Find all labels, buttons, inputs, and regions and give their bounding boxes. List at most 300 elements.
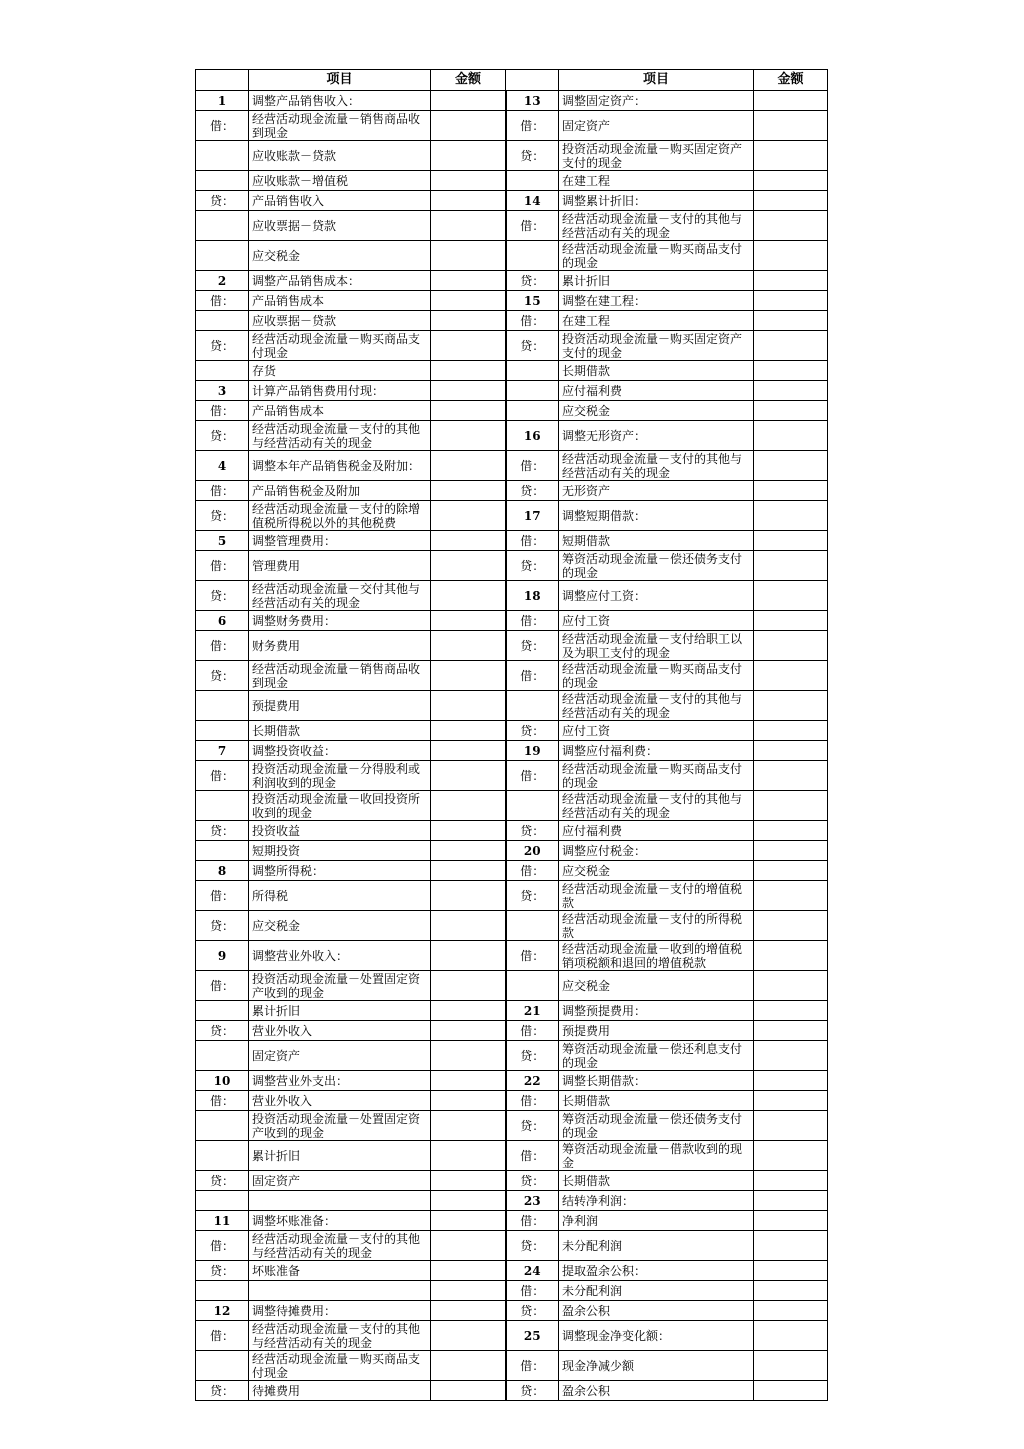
empty-cell	[506, 691, 559, 721]
entry-number: 4	[196, 451, 249, 481]
item-cell: 累计折旧	[249, 1001, 431, 1021]
item-cell: 无形资产	[559, 481, 754, 501]
item-cell: 调整本年产品销售税金及附加：	[249, 451, 431, 481]
amount-cell	[754, 1071, 828, 1091]
amount-cell	[431, 501, 506, 531]
amount-cell	[431, 661, 506, 691]
amount-cell	[431, 91, 506, 111]
item-cell: 提取盈余公积：	[559, 1261, 754, 1281]
item-cell: 累计折旧	[249, 1141, 431, 1171]
debit-credit-mark: 贷：	[506, 1111, 559, 1141]
item-cell: 经营活动现金流量－销售商品收到现金	[249, 661, 431, 691]
amount-cell	[431, 741, 506, 761]
amount-cell	[754, 551, 828, 581]
debit-credit-mark: 贷：	[196, 581, 249, 611]
debit-credit-mark: 借：	[506, 1021, 559, 1041]
amount-cell	[754, 841, 828, 861]
item-cell: 营业外收入	[249, 1021, 431, 1041]
item-cell: 盈余公积	[559, 1301, 754, 1321]
amount-cell	[754, 1301, 828, 1321]
item-cell: 计算产品销售费用付现：	[249, 381, 431, 401]
amount-cell	[754, 881, 828, 911]
amount-cell	[431, 631, 506, 661]
table-row	[196, 141, 828, 171]
debit-credit-mark: 贷：	[196, 661, 249, 691]
item-cell: 管理费用	[249, 551, 431, 581]
table-row	[196, 311, 828, 331]
item-cell: 应交税金	[249, 241, 431, 271]
amount-cell	[431, 291, 506, 311]
amount-cell	[431, 1381, 506, 1401]
item-cell: 经营活动现金流量－收到的增值税销项税额和退回的增值税款	[559, 941, 754, 971]
item-cell: 调整累计折旧：	[559, 191, 754, 211]
item-cell: 存货	[249, 361, 431, 381]
entry-number: 5	[196, 531, 249, 551]
item-cell: 营业外收入	[249, 1091, 431, 1111]
empty-cell	[506, 171, 559, 191]
empty-cell	[196, 311, 249, 331]
empty-cell	[196, 721, 249, 741]
item-cell: 应付工资	[559, 611, 754, 631]
empty-cell	[196, 1111, 249, 1141]
item-cell: 调整投资收益：	[249, 741, 431, 761]
amount-cell	[431, 1231, 506, 1261]
entry-number: 14	[506, 191, 559, 211]
debit-credit-mark: 借：	[506, 861, 559, 881]
amount-cell	[431, 381, 506, 401]
amount-cell	[754, 291, 828, 311]
amount-cell	[431, 1171, 506, 1191]
item-cell: 投资活动现金流量－收回投资所收到的现金	[249, 791, 431, 821]
amount-cell	[431, 911, 506, 941]
entry-number: 18	[506, 581, 559, 611]
debit-credit-mark: 贷：	[196, 1261, 249, 1281]
item-cell: 应交税金	[559, 401, 754, 421]
item-cell: 产品销售收入	[249, 191, 431, 211]
item-cell	[249, 1191, 431, 1211]
amount-cell	[754, 1041, 828, 1071]
entry-number: 2	[196, 271, 249, 291]
empty-cell	[196, 791, 249, 821]
amount-cell	[754, 1321, 828, 1351]
table-row	[196, 531, 828, 551]
table-row	[196, 271, 828, 291]
empty-cell	[196, 1041, 249, 1071]
item-cell: 长期借款	[559, 1171, 754, 1191]
amount-cell	[431, 1111, 506, 1141]
entry-number: 6	[196, 611, 249, 631]
table-row	[196, 401, 828, 421]
table-row	[196, 791, 828, 821]
amount-cell	[754, 741, 828, 761]
amount-cell	[431, 241, 506, 271]
debit-credit-mark: 借：	[196, 291, 249, 311]
entry-number: 12	[196, 1301, 249, 1321]
entry-number: 25	[506, 1321, 559, 1351]
amount-cell	[754, 111, 828, 141]
amount-cell	[431, 861, 506, 881]
item-cell: 调整营业外支出：	[249, 1071, 431, 1091]
amount-cell	[754, 1281, 828, 1301]
table-row	[196, 451, 828, 481]
table-row	[196, 1351, 828, 1381]
item-cell: 所得税	[249, 881, 431, 911]
item-cell: 应交税金	[559, 971, 754, 1001]
amount-cell	[754, 331, 828, 361]
amount-cell	[754, 361, 828, 381]
amount-cell	[431, 211, 506, 241]
table-row	[196, 551, 828, 581]
empty-cell	[196, 241, 249, 271]
table-row	[196, 821, 828, 841]
debit-credit-mark: 贷：	[196, 1171, 249, 1191]
item-cell: 未分配利润	[559, 1231, 754, 1261]
item-cell: 固定资产	[249, 1171, 431, 1191]
item-cell: 累计折旧	[559, 271, 754, 291]
empty-cell	[196, 141, 249, 171]
item-cell: 经营活动现金流量－购买商品支付的现金	[559, 241, 754, 271]
table-row	[196, 1021, 828, 1041]
item-cell: 调整产品销售成本：	[249, 271, 431, 291]
debit-credit-mark: 贷：	[506, 721, 559, 741]
entry-number: 24	[506, 1261, 559, 1281]
item-cell: 调整待摊费用：	[249, 1301, 431, 1321]
amount-cell	[754, 241, 828, 271]
item-cell: 财务费用	[249, 631, 431, 661]
amount-cell	[754, 1381, 828, 1401]
debit-credit-mark: 贷：	[196, 911, 249, 941]
amount-cell	[754, 1001, 828, 1021]
amount-cell	[431, 141, 506, 171]
header-left-blank	[196, 70, 249, 91]
item-cell: 产品销售成本	[249, 401, 431, 421]
item-cell: 调整营业外收入：	[249, 941, 431, 971]
amount-cell	[431, 1261, 506, 1281]
amount-cell	[431, 791, 506, 821]
amount-cell	[754, 91, 828, 111]
debit-credit-mark: 借：	[506, 1091, 559, 1111]
item-cell: 投资活动现金流量－处置固定资产收到的现金	[249, 1111, 431, 1141]
item-cell: 经营活动现金流量－支付的其他与经营活动有关的现金	[559, 451, 754, 481]
empty-cell	[196, 841, 249, 861]
amount-cell	[754, 191, 828, 211]
debit-credit-mark: 贷：	[506, 631, 559, 661]
item-cell: 投资活动现金流量－处置固定资产收到的现金	[249, 971, 431, 1001]
amount-cell	[754, 971, 828, 1001]
item-cell: 经营活动现金流量－购买商品支付的现金	[559, 661, 754, 691]
empty-cell	[196, 1191, 249, 1211]
entry-number: 13	[506, 91, 559, 111]
item-cell: 调整坏账准备：	[249, 1211, 431, 1231]
empty-cell	[196, 171, 249, 191]
amount-cell	[431, 691, 506, 721]
entry-number: 15	[506, 291, 559, 311]
debit-credit-mark: 贷：	[196, 331, 249, 361]
amount-cell	[431, 611, 506, 631]
amount-cell	[754, 381, 828, 401]
debit-credit-mark: 借：	[506, 761, 559, 791]
empty-cell	[506, 241, 559, 271]
debit-credit-mark: 贷：	[196, 191, 249, 211]
entry-number: 9	[196, 941, 249, 971]
item-cell: 调整固定资产：	[559, 91, 754, 111]
entry-number: 19	[506, 741, 559, 761]
item-cell: 应付福利费	[559, 821, 754, 841]
amount-cell	[431, 171, 506, 191]
table-row	[196, 841, 828, 861]
debit-credit-mark: 借：	[196, 631, 249, 661]
table-row	[196, 581, 828, 611]
amount-cell	[431, 1091, 506, 1111]
table-row	[196, 761, 828, 791]
debit-credit-mark: 借：	[506, 1141, 559, 1171]
empty-cell	[196, 1351, 249, 1381]
amount-cell	[431, 531, 506, 551]
item-cell: 调整管理费用：	[249, 531, 431, 551]
item-cell: 经营活动现金流量－购买商品支付的现金	[559, 761, 754, 791]
table-row	[196, 1261, 828, 1281]
amount-cell	[754, 1111, 828, 1141]
item-cell: 调整长期借款：	[559, 1071, 754, 1091]
table-row	[196, 941, 828, 971]
amount-cell	[754, 501, 828, 531]
debit-credit-mark: 贷：	[506, 551, 559, 581]
debit-credit-mark: 借：	[506, 311, 559, 331]
empty-cell	[506, 971, 559, 1001]
table-row	[196, 291, 828, 311]
table-row	[196, 1041, 828, 1071]
amount-cell	[754, 171, 828, 191]
item-cell: 调整短期借款：	[559, 501, 754, 531]
debit-credit-mark: 借：	[196, 111, 249, 141]
table-row	[196, 1071, 828, 1091]
debit-credit-mark: 借：	[196, 401, 249, 421]
table-row	[196, 691, 828, 721]
debit-credit-mark: 借：	[506, 661, 559, 691]
empty-cell	[196, 1281, 249, 1301]
amount-cell	[754, 421, 828, 451]
debit-credit-mark: 贷：	[506, 1381, 559, 1401]
item-cell: 投资收益	[249, 821, 431, 841]
item-cell: 投资活动现金流量－分得股利或利润收到的现金	[249, 761, 431, 791]
item-cell: 经营活动现金流量－支付的其他与经营活动有关的现金	[249, 421, 431, 451]
amount-cell	[431, 401, 506, 421]
entry-number: 7	[196, 741, 249, 761]
amount-cell	[431, 361, 506, 381]
item-cell: 筹资活动现金流量－偿还债务支付的现金	[559, 551, 754, 581]
item-cell: 调整财务费用：	[249, 611, 431, 631]
table-row	[196, 721, 828, 741]
amount-cell	[754, 1261, 828, 1281]
item-cell: 在建工程	[559, 311, 754, 331]
debit-credit-mark: 贷：	[196, 421, 249, 451]
item-cell: 调整产品销售收入：	[249, 91, 431, 111]
table-row	[196, 171, 828, 191]
entry-number: 11	[196, 1211, 249, 1231]
debit-credit-mark: 借：	[506, 111, 559, 141]
header-left-amount: 金额	[431, 70, 506, 91]
debit-credit-mark: 贷：	[196, 1021, 249, 1041]
amount-cell	[754, 1351, 828, 1381]
amount-cell	[431, 721, 506, 741]
item-cell: 现金净减少额	[559, 1351, 754, 1381]
debit-credit-mark: 贷：	[196, 1381, 249, 1401]
item-cell: 调整应付税金：	[559, 841, 754, 861]
table-row	[196, 331, 828, 361]
item-cell: 应付福利费	[559, 381, 754, 401]
item-cell: 经营活动现金流量－支付给职工以及为职工支付的现金	[559, 631, 754, 661]
table-row	[196, 421, 828, 451]
item-cell: 经营活动现金流量－支付的增值税款	[559, 881, 754, 911]
table-row	[196, 1171, 828, 1191]
amount-cell	[754, 661, 828, 691]
table-row	[196, 971, 828, 1001]
item-cell: 经营活动现金流量－交付其他与经营活动有关的现金	[249, 581, 431, 611]
item-cell: 经营活动现金流量－支付的其他与经营活动有关的现金	[559, 211, 754, 241]
amount-cell	[754, 1211, 828, 1231]
debit-credit-mark: 借：	[506, 531, 559, 551]
debit-credit-mark: 贷：	[506, 481, 559, 501]
amount-cell	[754, 311, 828, 331]
amount-cell	[431, 191, 506, 211]
table-row	[196, 1301, 828, 1321]
amount-cell	[431, 111, 506, 141]
amount-cell	[754, 611, 828, 631]
debit-credit-mark: 贷：	[506, 1301, 559, 1321]
item-cell: 应交税金	[249, 911, 431, 941]
debit-credit-mark: 贷：	[506, 141, 559, 171]
debit-credit-mark: 贷：	[506, 271, 559, 291]
item-cell: 长期借款	[249, 721, 431, 741]
header-right-item: 项目	[559, 70, 754, 91]
entry-number: 17	[506, 501, 559, 531]
item-cell: 调整无形资产：	[559, 421, 754, 451]
entry-number: 23	[506, 1191, 559, 1211]
debit-credit-mark: 借：	[196, 881, 249, 911]
item-cell: 应收票据－贷款	[249, 311, 431, 331]
amount-cell	[431, 481, 506, 501]
item-cell	[249, 1281, 431, 1301]
debit-credit-mark: 借：	[196, 1231, 249, 1261]
table-row	[196, 361, 828, 381]
item-cell: 经营活动现金流量－支付的除增值税所得税以外的其他税费	[249, 501, 431, 531]
amount-cell	[431, 311, 506, 331]
debit-credit-mark: 借：	[506, 1281, 559, 1301]
item-cell: 经营活动现金流量－支付的其他与经营活动有关的现金	[249, 1231, 431, 1261]
amount-cell	[431, 551, 506, 581]
table-row	[196, 631, 828, 661]
item-cell: 短期借款	[559, 531, 754, 551]
amount-cell	[431, 1351, 506, 1381]
amount-cell	[754, 821, 828, 841]
table-row	[196, 611, 828, 631]
amount-cell	[431, 331, 506, 361]
table-row	[196, 911, 828, 941]
amount-cell	[754, 631, 828, 661]
table-row	[196, 741, 828, 761]
debit-credit-mark: 借：	[196, 1321, 249, 1351]
amount-cell	[431, 1001, 506, 1021]
debit-credit-mark: 借：	[506, 1211, 559, 1231]
item-cell: 调整预提费用：	[559, 1001, 754, 1021]
amount-cell	[754, 761, 828, 791]
amount-cell	[431, 1301, 506, 1321]
item-cell: 固定资产	[249, 1041, 431, 1071]
table-body	[196, 91, 828, 1401]
amount-cell	[431, 1191, 506, 1211]
amount-cell	[431, 971, 506, 1001]
table-row	[196, 1321, 828, 1351]
amount-cell	[431, 1281, 506, 1301]
empty-cell	[506, 911, 559, 941]
item-cell: 调整在建工程：	[559, 291, 754, 311]
amount-cell	[431, 1141, 506, 1171]
empty-cell	[196, 1141, 249, 1171]
debit-credit-mark: 借：	[506, 211, 559, 241]
item-cell: 经营活动现金流量－购买商品支付现金	[249, 1351, 431, 1381]
amount-cell	[431, 1211, 506, 1231]
amount-cell	[431, 421, 506, 451]
table-row	[196, 661, 828, 691]
debit-credit-mark: 贷：	[196, 501, 249, 531]
amount-cell	[754, 581, 828, 611]
header-right-blank	[506, 70, 559, 91]
amount-cell	[431, 271, 506, 291]
amount-cell	[431, 841, 506, 861]
amount-cell	[431, 1021, 506, 1041]
amount-cell	[431, 451, 506, 481]
entry-number: 1	[196, 91, 249, 111]
debit-credit-mark: 借：	[506, 611, 559, 631]
table-row	[196, 1111, 828, 1141]
item-cell: 盈余公积	[559, 1381, 754, 1401]
item-cell: 在建工程	[559, 171, 754, 191]
debit-credit-mark: 借：	[506, 941, 559, 971]
item-cell: 经营活动现金流量－支付的所得税款	[559, 911, 754, 941]
table-row	[196, 1191, 828, 1211]
entry-number: 22	[506, 1071, 559, 1091]
table-row	[196, 1001, 828, 1021]
debit-credit-mark: 贷：	[506, 1041, 559, 1071]
amount-cell	[754, 1021, 828, 1041]
table-row	[196, 481, 828, 501]
amount-cell	[754, 1231, 828, 1261]
table-row	[196, 211, 828, 241]
entry-number: 16	[506, 421, 559, 451]
item-cell: 经营活动现金流量－支付的其他与经营活动有关的现金	[559, 691, 754, 721]
amount-cell	[431, 1071, 506, 1091]
debit-credit-mark: 贷：	[196, 821, 249, 841]
amount-cell	[754, 1091, 828, 1111]
amount-cell	[431, 761, 506, 791]
adjustment-entries-table	[195, 69, 828, 1401]
amount-cell	[754, 721, 828, 741]
item-cell: 应交税金	[559, 861, 754, 881]
empty-cell	[196, 361, 249, 381]
item-cell: 坏账准备	[249, 1261, 431, 1281]
item-cell: 经营活动现金流量－支付的其他与经营活动有关的现金	[249, 1321, 431, 1351]
table-row	[196, 1281, 828, 1301]
amount-cell	[431, 821, 506, 841]
item-cell: 调整现金净变化额：	[559, 1321, 754, 1351]
item-cell: 固定资产	[559, 111, 754, 141]
item-cell: 经营活动现金流量－购买商品支付现金	[249, 331, 431, 361]
amount-cell	[431, 881, 506, 911]
empty-cell	[196, 691, 249, 721]
item-cell: 长期借款	[559, 1091, 754, 1111]
amount-cell	[431, 1041, 506, 1071]
item-cell: 投资活动现金流量－购买固定资产支付的现金	[559, 141, 754, 171]
